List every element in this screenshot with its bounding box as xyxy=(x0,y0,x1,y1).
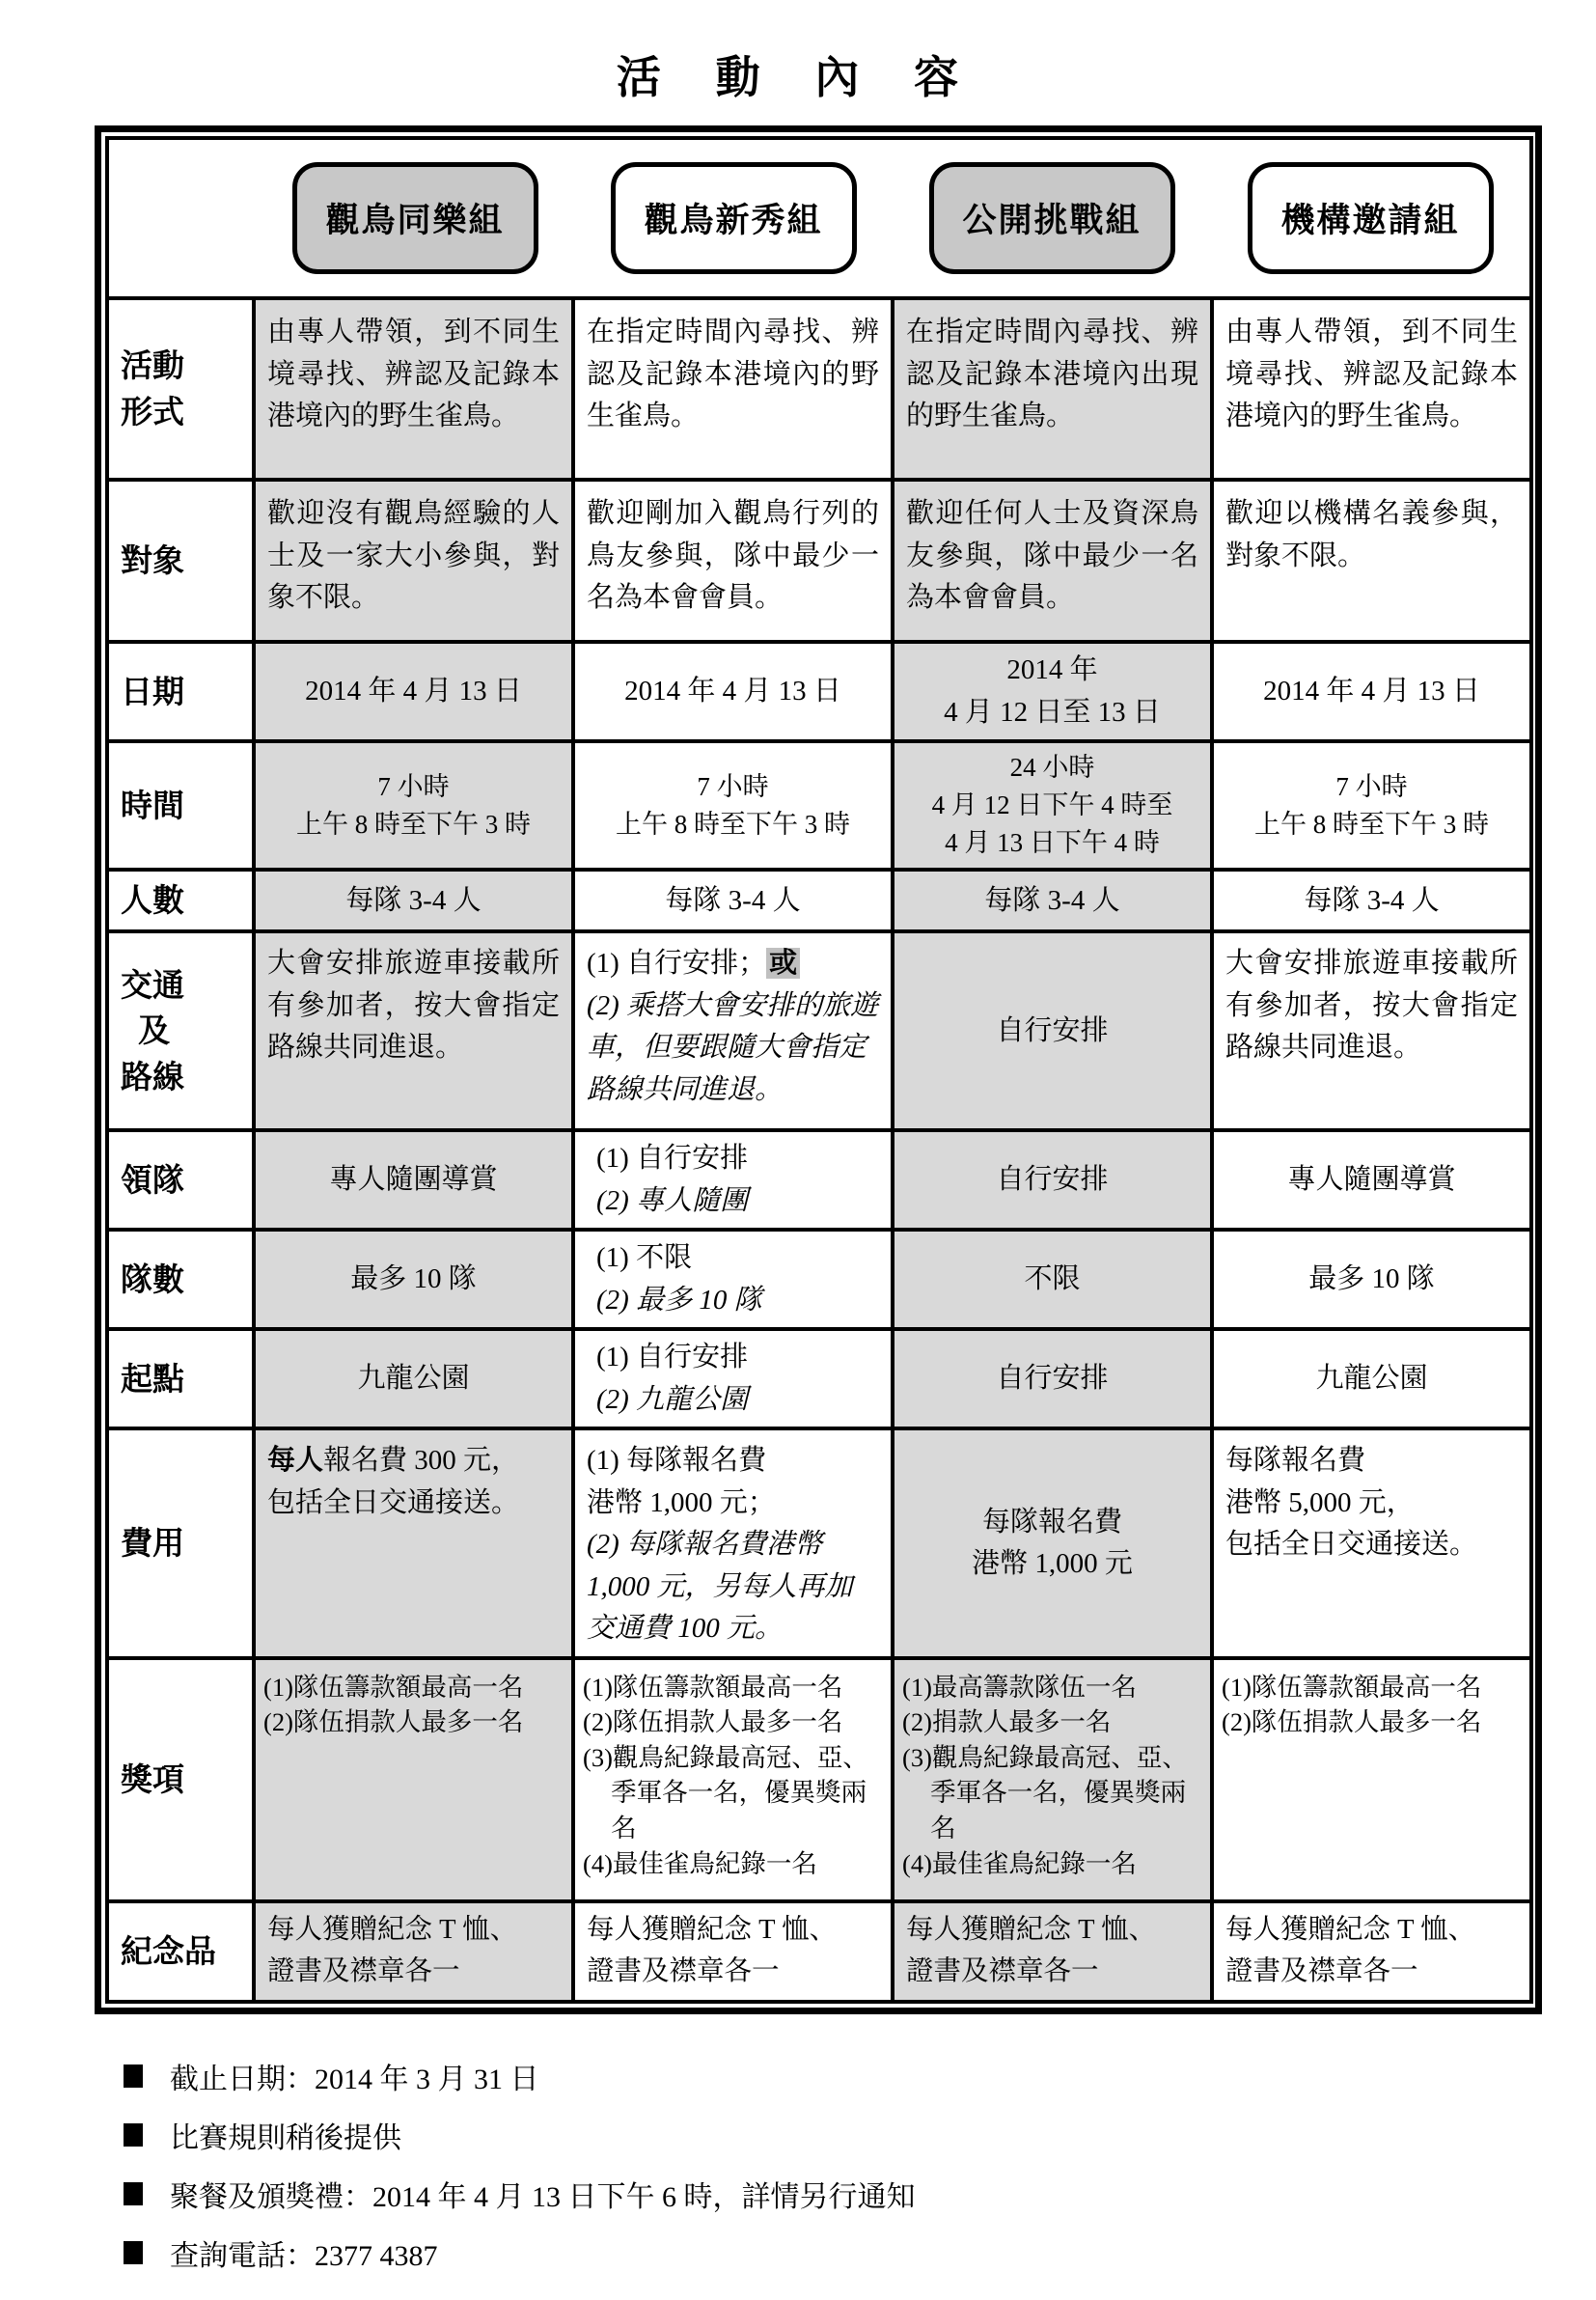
text-segment: (1)隊伍籌款額最高一名 xyxy=(1222,1672,1482,1702)
cell-line xyxy=(1225,671,1518,713)
row-header-text: 領隊 xyxy=(121,1161,184,1198)
text-segment: 每人獲贈紀念 T 恤、 xyxy=(906,1915,1157,1946)
row-header-audience xyxy=(107,480,254,642)
cell-line xyxy=(1225,806,1518,844)
cell-line xyxy=(587,768,879,806)
text-segment: 2014 年 4 月 13 日 xyxy=(1263,675,1480,707)
footnote-phone xyxy=(124,2231,1596,2274)
text-segment: 在指定時間內尋找、辨認及記錄本港境內出現的野生雀鳥。 xyxy=(906,317,1198,431)
row-header-fee xyxy=(107,1428,254,1658)
cell-activity-format-col2 xyxy=(893,298,1212,480)
text-segment: 4 月 12 日下午 4 時至 xyxy=(931,790,1173,820)
text-segment: (1) 不限 xyxy=(596,1242,693,1274)
cell-line xyxy=(267,806,560,844)
cell-line xyxy=(1225,1358,1518,1400)
cell-fee-col3 xyxy=(1212,1428,1531,1658)
cell-line xyxy=(587,880,879,923)
cell-line xyxy=(906,1910,1198,1952)
text-segment: (2) 專人隨團 xyxy=(596,1184,749,1216)
cell-line xyxy=(587,671,879,713)
text-segment: 自行安排 xyxy=(996,1014,1109,1046)
text-segment: (4)最佳雀鳥紀錄一名 xyxy=(902,1848,1137,1878)
cell-line xyxy=(1225,880,1518,923)
cell-line xyxy=(906,749,1198,787)
cell-line xyxy=(263,1704,564,1740)
group-slot xyxy=(574,162,893,274)
activity-table-frame xyxy=(95,125,1542,2014)
text-segment: (2)隊伍捐款人最多一名 xyxy=(1222,1707,1482,1737)
bullet-square-icon xyxy=(124,2064,143,2088)
text-segment: (2) 最多 10 隊 xyxy=(596,1284,762,1316)
row-header-text: 及 xyxy=(138,1012,171,1049)
cell-line xyxy=(587,1440,879,1483)
row-header-leader xyxy=(107,1130,254,1230)
text-segment: 每人 xyxy=(267,1445,324,1477)
text-segment: 每人獲贈紀念 T 恤、 xyxy=(587,1915,838,1946)
text-segment: (1) 自行安排 xyxy=(596,1342,749,1373)
text-segment: 自行安排 xyxy=(996,1363,1109,1395)
text-segment: 港幣 1,000 元； xyxy=(587,1486,776,1518)
text-segment: 2014 年 4 月 13 日 xyxy=(305,675,522,707)
row-header-text: 獎項 xyxy=(121,1760,184,1797)
text-segment: 歡迎以機構名義參與，對象不限。 xyxy=(1225,498,1519,571)
text-segment: 報名費 300 元， xyxy=(323,1445,520,1477)
text-segment: 4 月 12 日至 13 日 xyxy=(944,696,1161,728)
text-segment: 歡迎沒有觀鳥經驗的人士及一家大小參與，對象不限。 xyxy=(267,498,560,613)
row-header-text: 時間 xyxy=(121,787,184,823)
cell-line xyxy=(267,1483,560,1525)
text-segment: 歡迎剛加入觀鳥行列的鳥友參與，隊中最少一名為本會會員。 xyxy=(587,498,879,613)
group-buttons-row xyxy=(256,162,1529,274)
text-segment: (1) 自行安排 xyxy=(596,1143,749,1175)
cell-line xyxy=(267,493,560,620)
cell-line xyxy=(1225,1159,1518,1202)
cell-line xyxy=(267,1358,560,1400)
group-tab-3: 機構邀請組 xyxy=(1248,162,1494,274)
cell-start-point-col3 xyxy=(1212,1329,1531,1428)
text-segment: (1)隊伍籌款額最高一名 xyxy=(263,1672,524,1702)
cell-line xyxy=(583,1740,883,1846)
text-segment: 每隊 3-4 人 xyxy=(665,884,801,916)
text-segment: 7 小時 xyxy=(697,771,769,801)
cell-date-col1 xyxy=(573,642,893,741)
cell-prizes-col1 xyxy=(573,1658,893,1901)
cell-start-point-col0 xyxy=(254,1329,573,1428)
text-segment: 上午 8 時至下午 3 時 xyxy=(616,809,850,839)
group-tab-2: 公開挑戰組 xyxy=(929,162,1175,274)
page-title: 活 動 內 容 xyxy=(616,52,980,102)
text-segment: 港幣 5,000 元， xyxy=(1225,1486,1415,1518)
cell-line xyxy=(596,1180,879,1223)
group-slot xyxy=(1211,162,1529,274)
text-segment: 自行安排 xyxy=(996,1164,1109,1196)
text-segment: 2014 年 4 月 13 日 xyxy=(624,675,841,707)
activity-table xyxy=(105,136,1533,2004)
text-segment: 上午 8 時至下午 3 時 xyxy=(296,809,531,839)
cell-start-point-col1 xyxy=(573,1329,893,1428)
cell-line xyxy=(583,1704,883,1740)
cell-line xyxy=(906,493,1198,620)
text-segment: 4 月 13 日下午 4 時 xyxy=(945,828,1160,858)
footnote-text: 比賽規則稍後提供 xyxy=(170,2121,401,2154)
cell-line xyxy=(906,787,1198,824)
text-segment: 大會安排旅遊車接載所有參加者，按大會指定路線共同進退。 xyxy=(267,948,560,1064)
row-header-text: 隊數 xyxy=(121,1261,184,1297)
cell-audience-col0 xyxy=(254,480,573,642)
text-segment: 九龍公園 xyxy=(357,1363,470,1395)
row-header-transport xyxy=(107,931,254,1130)
cell-line xyxy=(596,1379,879,1422)
row-header-text: 日期 xyxy=(121,673,184,709)
text-segment: 每隊 3-4 人 xyxy=(984,884,1120,916)
cell-line xyxy=(902,1704,1202,1740)
cell-line xyxy=(587,493,879,620)
cell-line xyxy=(587,1910,879,1952)
cell-line xyxy=(587,806,879,844)
row-header-people xyxy=(107,870,254,931)
cell-line xyxy=(906,1358,1198,1400)
cell-line xyxy=(1222,1704,1522,1740)
cell-line xyxy=(583,1670,883,1705)
cell-audience-col1 xyxy=(573,480,893,642)
cell-line xyxy=(906,1159,1198,1202)
text-segment: (4)最佳雀鳥紀錄一名 xyxy=(583,1848,817,1878)
text-segment: 或 xyxy=(766,948,800,979)
text-segment: 包括全日交通接送。 xyxy=(267,1486,520,1518)
cell-line xyxy=(596,1237,879,1280)
cell-activity-format-col1 xyxy=(573,298,893,480)
cell-transport-col0 xyxy=(254,931,573,1130)
text-segment: (3)觀鳥紀錄最高冠、亞、季軍各一名，優異獎兩名 xyxy=(902,1742,1188,1843)
cell-people-col3 xyxy=(1212,870,1531,931)
row-header-activity-format xyxy=(107,298,254,480)
cell-souvenir-col0 xyxy=(254,1901,573,2002)
cell-leader-col3 xyxy=(1212,1130,1531,1230)
text-segment: 每隊報名費 xyxy=(1225,1445,1366,1477)
group-slot xyxy=(256,162,574,274)
cell-souvenir-col3 xyxy=(1212,1901,1531,2002)
row-header-text: 活動 xyxy=(121,347,184,384)
cell-line xyxy=(267,1952,560,1993)
cell-line xyxy=(906,824,1198,862)
row-header-prizes xyxy=(107,1658,254,1901)
bullet-square-icon xyxy=(124,2182,143,2205)
cell-line xyxy=(1225,768,1518,806)
footnote-text: 聚餐及頒獎禮：2014 年 4 月 13 日下午 6 時，詳情另行通知 xyxy=(170,2180,916,2213)
cell-line xyxy=(906,692,1198,734)
cell-line xyxy=(583,1846,883,1882)
cell-fee-col0 xyxy=(254,1428,573,1658)
cell-souvenir-col1 xyxy=(573,1901,893,2002)
text-segment: 證書及襟章各一 xyxy=(267,1955,460,1986)
row-header-start-point xyxy=(107,1329,254,1428)
footnotes-list xyxy=(124,2055,1596,2274)
cell-activity-format-col3 xyxy=(1212,298,1531,480)
footnote-deadline xyxy=(124,2055,1596,2097)
cell-line xyxy=(596,1280,879,1322)
cell-prizes-col3 xyxy=(1212,1658,1531,1901)
cell-line xyxy=(267,768,560,806)
footnote-dinner xyxy=(124,2173,1596,2215)
bullet-square-icon xyxy=(124,2241,143,2264)
text-segment: 由專人帶領，到不同生境尋找、辨認及記錄本港境內的野生雀鳥。 xyxy=(1225,317,1519,431)
cell-line xyxy=(596,1138,879,1180)
text-segment: (1)最高籌款隊伍一名 xyxy=(902,1672,1137,1702)
text-segment: 港幣 1,000 元 xyxy=(972,1548,1133,1580)
cell-time-col2 xyxy=(893,741,1212,870)
cell-people-col1 xyxy=(573,870,893,931)
cell-teams-col1 xyxy=(573,1230,893,1329)
cell-line xyxy=(902,1846,1202,1882)
text-segment: 專人隨團導賞 xyxy=(1287,1164,1456,1196)
group-header-cell xyxy=(107,138,1531,298)
group-tab-0: 觀鳥同樂組 xyxy=(292,162,538,274)
cell-line xyxy=(267,671,560,713)
document-page xyxy=(0,42,1596,2274)
cell-teams-col2 xyxy=(893,1230,1212,1329)
group-tab-1: 觀鳥新秀組 xyxy=(611,162,857,274)
text-segment: 7 小時 xyxy=(377,771,450,801)
footnote-rules xyxy=(124,2114,1596,2156)
cell-line xyxy=(902,1740,1202,1846)
cell-fee-col1 xyxy=(573,1428,893,1658)
cell-line xyxy=(906,1011,1198,1053)
cell-line xyxy=(596,1337,879,1379)
cell-line xyxy=(906,650,1198,692)
cell-line xyxy=(263,1670,564,1705)
cell-line xyxy=(906,312,1198,438)
cell-line xyxy=(587,1483,879,1525)
text-segment: (1)隊伍籌款額最高一名 xyxy=(583,1672,843,1702)
text-segment: (2)隊伍捐款人最多一名 xyxy=(263,1707,524,1737)
cell-line xyxy=(587,985,879,1112)
text-segment: 證書及襟章各一 xyxy=(587,1955,780,1986)
cell-line xyxy=(267,1259,560,1301)
cell-time-col0 xyxy=(254,741,573,870)
text-segment: 九龍公園 xyxy=(1315,1363,1428,1395)
footnote-text: 截止日期：2014 年 3 月 31 日 xyxy=(170,2063,539,2095)
cell-line xyxy=(267,1910,560,1952)
cell-activity-format-col0 xyxy=(254,298,573,480)
text-segment: (1) 自行安排； xyxy=(587,948,767,980)
text-segment: (3)觀鳥紀錄最高冠、亞、季軍各一名，優異獎兩名 xyxy=(583,1742,868,1843)
text-segment: (2)捐款人最多一名 xyxy=(902,1707,1112,1737)
cell-people-col2 xyxy=(893,870,1212,931)
cell-line xyxy=(906,1502,1198,1544)
cell-prizes-col0 xyxy=(254,1658,573,1901)
cell-line xyxy=(267,943,560,1069)
cell-line xyxy=(902,1670,1202,1705)
text-segment: 歡迎任何人士及資深鳥友參與，隊中最少一名為本會會員。 xyxy=(906,498,1198,613)
text-segment: 專人隨團導賞 xyxy=(329,1164,498,1196)
cell-line xyxy=(587,1524,879,1650)
cell-line xyxy=(267,312,560,438)
cell-transport-col3 xyxy=(1212,931,1531,1130)
cell-line xyxy=(1225,1259,1518,1301)
cell-teams-col3 xyxy=(1212,1230,1531,1329)
cell-line xyxy=(906,880,1198,923)
cell-transport-col2 xyxy=(893,931,1212,1130)
text-segment: (2) 每隊報名費港幣 1,000 元，另每人再加交通費 100 元。 xyxy=(587,1529,853,1645)
cell-fee-col2 xyxy=(893,1428,1212,1658)
cell-audience-col3 xyxy=(1212,480,1531,642)
cell-teams-col0 xyxy=(254,1230,573,1329)
row-header-text: 形式 xyxy=(121,394,184,430)
text-segment: 7 小時 xyxy=(1335,771,1408,801)
text-segment: 每隊 3-4 人 xyxy=(345,884,482,916)
cell-line xyxy=(587,312,879,438)
cell-line xyxy=(267,1159,560,1202)
row-header-text: 路線 xyxy=(121,1059,184,1095)
text-segment: 最多 10 隊 xyxy=(350,1263,477,1295)
row-header-text: 費用 xyxy=(121,1525,184,1562)
text-segment: 每人獲贈紀念 T 恤、 xyxy=(267,1915,518,1946)
text-segment: 最多 10 隊 xyxy=(1308,1263,1435,1295)
cell-audience-col2 xyxy=(893,480,1212,642)
text-segment: (1) 每隊報名費 xyxy=(587,1445,767,1477)
text-segment: (2) 九龍公園 xyxy=(596,1383,749,1415)
footnote-text: 查詢電話：2377 4387 xyxy=(170,2239,438,2272)
text-segment: 不限 xyxy=(1024,1263,1081,1295)
text-segment: 包括全日交通接送。 xyxy=(1225,1529,1478,1561)
cell-start-point-col2 xyxy=(893,1329,1212,1428)
cell-date-col3 xyxy=(1212,642,1531,741)
cell-date-col0 xyxy=(254,642,573,741)
row-header-text: 起點 xyxy=(121,1360,184,1397)
cell-line xyxy=(587,1952,879,1993)
cell-line xyxy=(267,1440,560,1483)
cell-leader-col1 xyxy=(573,1130,893,1230)
cell-line xyxy=(267,880,560,923)
row-header-text: 人數 xyxy=(121,882,184,919)
text-segment: 由專人帶領，到不同生境尋找、辨認及記錄本港境內的野生雀鳥。 xyxy=(267,317,560,431)
cell-line xyxy=(1225,493,1518,577)
cell-date-col2 xyxy=(893,642,1212,741)
row-header-text: 紀念品 xyxy=(121,1932,216,1969)
cell-leader-col0 xyxy=(254,1130,573,1230)
cell-line xyxy=(587,943,879,985)
cell-line xyxy=(1225,1440,1518,1483)
text-segment: 在指定時間內尋找、辨認及記錄本港境內的野生雀鳥。 xyxy=(587,317,879,431)
cell-line xyxy=(1225,1910,1518,1952)
text-segment: 每隊報名費 xyxy=(981,1506,1122,1538)
cell-prizes-col2 xyxy=(893,1658,1212,1901)
cell-souvenir-col2 xyxy=(893,1901,1212,2002)
cell-line xyxy=(1225,943,1518,1069)
cell-time-col3 xyxy=(1212,741,1531,870)
text-segment: (2) 乘搭大會安排的旅遊車，但要跟隨大會指定路線共同進退。 xyxy=(587,989,879,1105)
cell-line xyxy=(1225,1524,1518,1566)
text-segment: 大會安排旅遊車接載所有參加者，按大會指定路線共同進退。 xyxy=(1225,948,1519,1064)
cell-transport-col1 xyxy=(573,931,893,1130)
row-header-souvenir xyxy=(107,1901,254,2002)
row-header-time xyxy=(107,741,254,870)
text-segment: (2)隊伍捐款人最多一名 xyxy=(583,1707,843,1737)
group-slot xyxy=(893,162,1211,274)
cell-line xyxy=(1222,1670,1522,1705)
text-segment: 每隊 3-4 人 xyxy=(1304,884,1440,916)
bullet-square-icon xyxy=(124,2123,143,2147)
cell-people-col0 xyxy=(254,870,573,931)
text-segment: 證書及襟章各一 xyxy=(906,1955,1099,1986)
cell-time-col1 xyxy=(573,741,893,870)
cell-line xyxy=(906,1952,1198,1993)
cell-line xyxy=(1225,312,1518,438)
row-header-text: 對象 xyxy=(121,542,184,579)
row-header-teams xyxy=(107,1230,254,1329)
cell-line xyxy=(1225,1483,1518,1525)
text-segment: 上午 8 時至下午 3 時 xyxy=(1254,809,1490,839)
row-header-date xyxy=(107,642,254,741)
cell-line xyxy=(1225,1952,1518,1993)
cell-leader-col2 xyxy=(893,1130,1212,1230)
text-segment: 2014 年 xyxy=(1006,654,1098,685)
row-header-text: 交通 xyxy=(121,966,184,1003)
text-segment: 每人獲贈紀念 T 恤、 xyxy=(1225,1915,1476,1946)
text-segment: 24 小時 xyxy=(1009,753,1095,782)
cell-line xyxy=(906,1543,1198,1586)
cell-line xyxy=(906,1259,1198,1301)
text-segment: 證書及襟章各一 xyxy=(1225,1955,1418,1986)
